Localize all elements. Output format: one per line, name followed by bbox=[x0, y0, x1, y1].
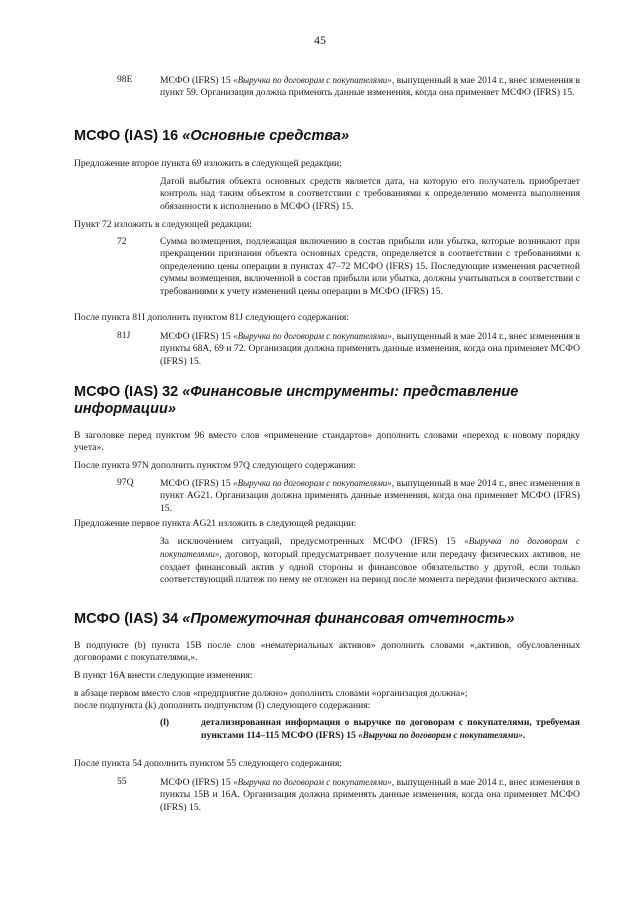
quote-AG21-text-2: , договор, который предусматривает получение или передачу физических активов, не создает финансовый актив у одной стороны и финансовое обязательство у другой, если только соответствующий платеж по нему не отложен на период после момента передачи физического актива. bbox=[160, 549, 580, 586]
paragraph-72: Сумма возмещения, подлежащая включению в состав прибыли или убытка, которые возникают при прекращении признания объекта основных средств, определяется в соответствии с требованиями к определению цены операции в пунктах 47–72 МСФО (IFRS) 15. Последующие изменения расчетной суммы возмещения, включенной в состав прибыли или убытка, должны учитываться в соответствии с требованиями к учету изменений цены операции в МСФО (IFRS) 15. bbox=[160, 236, 580, 297]
subparagraph-l-text-2: . bbox=[522, 730, 526, 742]
instruction-ias16-72: Пункт 72 изложить в следующей редакции: bbox=[74, 219, 252, 230]
section-heading-ias16 bbox=[74, 128, 574, 145]
paragraph-97Q bbox=[160, 477, 580, 515]
paragraph-number-81J: 81J bbox=[117, 330, 131, 341]
instruction-ias32-AG21: Предложение первое пункта AG21 изложить в следующей редакции: bbox=[74, 518, 357, 529]
paragraph-81J-text-1: МСФО (IFRS) 15 bbox=[160, 331, 234, 342]
paragraph-81J bbox=[160, 330, 580, 368]
heading-title: «Основные средства» bbox=[182, 128, 350, 144]
instruction-ias34-16A-first: в абзаце первом вместо слов «предприятие должно» дополнить словами «организация должна»; bbox=[74, 688, 468, 699]
instruction-ias34-16A-k: после подпункта (k) дополнить подпунктом (l) следующего содержания: bbox=[74, 700, 371, 711]
instruction-ias16-81J: После пункта 81I дополнить пунктом 81J следующего содержания: bbox=[74, 312, 349, 323]
paragraph-number-55: 55 bbox=[117, 776, 127, 787]
quote-ias16-69: Датой выбытия объекта основных средств является дата, на которую его получатель приобретает контроль над таким объектом в соответствии с требованиями к определению момента выполнения обязанности к исполнению в МСФО (IFRS) 15. bbox=[160, 176, 580, 212]
paragraph-98E bbox=[160, 74, 580, 100]
page-number: 45 bbox=[314, 33, 326, 47]
paragraph-number-72: 72 bbox=[117, 236, 127, 247]
instruction-ias32-96: В заголовке перед пунктом 96 вместо слов «применение стандартов» дополнить словами «переход к новому порядку учета». bbox=[74, 430, 580, 454]
paragraph-81J-text-2: , выпущенный в мае 2014 г., внес изменения в пункты 68A, 69 и 72. Организация должна применять данные изменения, когда она применяет МСФО (IFRS) 15. bbox=[160, 331, 580, 367]
instruction-ias34-16A: В пункт 16A внести следующие изменения: bbox=[74, 670, 253, 681]
paragraph-55 bbox=[160, 776, 580, 814]
paragraph-98E-italic: «Выручка по договорам с покупателями» bbox=[233, 75, 392, 85]
paragraph-number-98E: 98E bbox=[117, 74, 133, 85]
paragraph-97Q-text-1: МСФО (IFRS) 15 bbox=[160, 478, 234, 489]
subparagraph-number-l: (l) bbox=[160, 717, 170, 728]
paragraph-55-italic: «Выручка по договорам с покупателями» bbox=[233, 777, 392, 787]
subparagraph-l bbox=[201, 717, 580, 743]
quote-AG21-italic: «Выручка по договорам с покупателями» bbox=[160, 536, 580, 560]
section-heading-ias34 bbox=[74, 611, 574, 628]
paragraph-98E-text-1: МСФО (IFRS) 15 bbox=[160, 75, 234, 86]
paragraph-97Q-italic: «Выручка по договорам с покупателями» bbox=[233, 478, 392, 488]
instruction-ias32-97Q: После пункта 97N дополнить пунктом 97Q следующего содержания: bbox=[74, 460, 356, 471]
paragraph-98E-text-2: , выпущенный в мае 2014 г., внес изменения в пункт 59. Организация должна применять данные изменения, когда она применяет МСФО (IFRS) 15. bbox=[160, 75, 580, 99]
paragraph-81J-italic: «Выручка по договорам с покупателями» bbox=[233, 331, 392, 341]
heading-title: «Финансовые инструменты: представление информации» bbox=[74, 384, 519, 417]
section-heading-ias32 bbox=[74, 384, 574, 418]
subparagraph-l-italic: «Выручка по договорам с покупателями» bbox=[358, 730, 523, 741]
instruction-ias34-55: После пункта 54 дополнить пунктом 55 следующего содержания: bbox=[74, 758, 342, 769]
subparagraph-l-text-1: детализированная информация о выручке по договорам с покупателями, требуемая пунктами 114–115 МСФО (IFRS) 15 bbox=[201, 717, 580, 742]
paragraph-55-text-2: , выпущенный в мае 2014 г., внес изменения в пункты 15B и 16A. Организация должна применять данные изменения, когда она применяет МСФО (IFRS) 15. bbox=[160, 777, 580, 813]
paragraph-55-text-1: МСФО (IFRS) 15 bbox=[160, 777, 234, 788]
heading-prefix: МСФО (IAS) 16 bbox=[74, 128, 183, 144]
instruction-ias16-69: Предложение второе пункта 69 изложить в следующей редакции: bbox=[74, 158, 342, 169]
heading-title: «Промежуточная финансовая отчетность» bbox=[182, 611, 515, 627]
instruction-ias34-15B: В подпункте (b) пункта 15B после слов «нематериальных активов» дополнить словами «,активов, обусловленных договорами с покупателями,». bbox=[74, 640, 580, 664]
quote-ias32-AG21 bbox=[160, 535, 580, 587]
heading-prefix: МСФО (IAS) 34 bbox=[74, 611, 183, 627]
quote-AG21-text-1: За исключением ситуаций, предусмотренных МСФО (IFRS) 15 bbox=[160, 536, 465, 547]
paragraph-97Q-text-2: , выпущенный в мае 2014 г., внес изменения в пункт AG21. Организация должна применять данные изменения, когда она применяет МСФО (IFRS) 15. bbox=[160, 478, 580, 514]
paragraph-number-97Q: 97Q bbox=[117, 477, 134, 488]
heading-prefix: МСФО (IAS) 32 bbox=[74, 384, 183, 400]
